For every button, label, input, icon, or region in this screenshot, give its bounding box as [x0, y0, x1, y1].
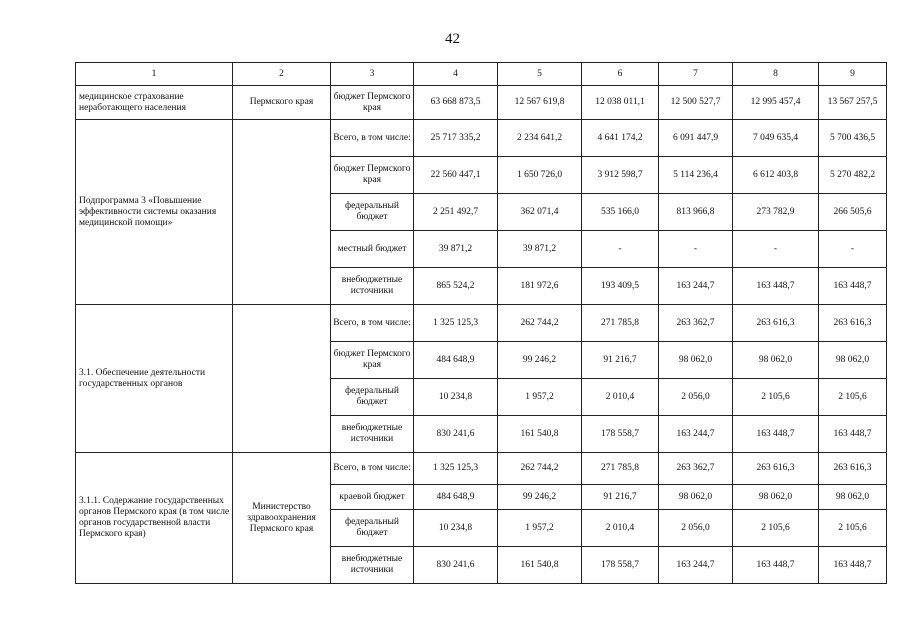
value-cell: 178 558,7 — [582, 547, 659, 584]
executor-cell: Министерство здравоохранения Пермского края — [233, 453, 331, 584]
value-cell: 273 782,9 — [733, 194, 819, 231]
value-cell: 4 641 174,2 — [582, 120, 659, 157]
row-name: медицинское страхование неработающего населения — [76, 86, 233, 120]
page-number: 42 — [445, 31, 460, 47]
funding-source: Всего, в том числе: — [331, 453, 414, 485]
col-header: 4 — [414, 63, 498, 86]
value-cell: 830 241,6 — [414, 416, 498, 453]
value-cell: 5 700 436,5 — [819, 120, 887, 157]
funding-source: федеральный бюджет — [331, 510, 414, 547]
value-cell: 181 972,6 — [498, 268, 582, 305]
value-cell: 12 038 011,1 — [582, 86, 659, 120]
funding-source: внебюджетные источники — [331, 547, 414, 584]
value-cell: 163 244,7 — [659, 547, 733, 584]
value-cell: 2 056,0 — [659, 510, 733, 547]
value-cell: 98 062,0 — [659, 485, 733, 510]
value-cell: 98 062,0 — [733, 342, 819, 379]
funding-source: Всего, в том числе: — [331, 120, 414, 157]
funding-source: федеральный бюджет — [331, 194, 414, 231]
value-cell: 178 558,7 — [582, 416, 659, 453]
value-cell: 2 234 641,2 — [498, 120, 582, 157]
value-cell: 5 270 482,2 — [819, 157, 887, 194]
value-cell: 813 966,8 — [659, 194, 733, 231]
value-cell: 865 524,2 — [414, 268, 498, 305]
value-cell: 262 744,2 — [498, 305, 582, 342]
value-cell: 262 744,2 — [498, 453, 582, 485]
value-cell: 25 717 335,2 — [414, 120, 498, 157]
table-row — [76, 305, 887, 342]
value-cell: 193 409,5 — [582, 268, 659, 305]
col-header: 9 — [819, 63, 887, 86]
value-cell: 163 244,7 — [659, 268, 733, 305]
value-cell: 2 056,0 — [659, 379, 733, 416]
row-name: Подпрограмма 3 «Повышение эффективности системы оказания медицинской помощи» — [76, 120, 233, 305]
value-cell: 98 062,0 — [733, 485, 819, 510]
col-header: 5 — [498, 63, 582, 86]
value-cell: - — [819, 231, 887, 268]
value-cell: 271 785,8 — [582, 305, 659, 342]
value-cell: 39 871,2 — [414, 231, 498, 268]
value-cell: 484 648,9 — [414, 485, 498, 510]
funding-source: бюджет Пермского края — [331, 86, 414, 120]
value-cell: 12 500 527,7 — [659, 86, 733, 120]
budget-table — [75, 62, 887, 584]
value-cell: 39 871,2 — [498, 231, 582, 268]
table-row — [76, 120, 887, 157]
value-cell: 12 567 619,8 — [498, 86, 582, 120]
value-cell: 2 105,6 — [819, 510, 887, 547]
value-cell: - — [733, 231, 819, 268]
value-cell: 163 448,7 — [733, 268, 819, 305]
value-cell: 362 071,4 — [498, 194, 582, 231]
value-cell: 10 234,8 — [414, 510, 498, 547]
col-header: 3 — [331, 63, 414, 86]
value-cell: 163 448,7 — [819, 268, 887, 305]
row-name: 3.1. Обеспечение деятельности государственных органов — [76, 305, 233, 453]
value-cell: 266 505,6 — [819, 194, 887, 231]
value-cell: 99 246,2 — [498, 485, 582, 510]
value-cell: 1 650 726,0 — [498, 157, 582, 194]
col-header: 6 — [582, 63, 659, 86]
funding-source: бюджет Пермского края — [331, 342, 414, 379]
funding-source: бюджет Пермского края — [331, 157, 414, 194]
funding-source: внебюджетные источники — [331, 416, 414, 453]
funding-source: Всего, в том числе: — [331, 305, 414, 342]
value-cell: 1 325 125,3 — [414, 453, 498, 485]
col-header: 2 — [233, 63, 331, 86]
value-cell: 98 062,0 — [659, 342, 733, 379]
value-cell: 2 105,6 — [733, 379, 819, 416]
value-cell: 161 540,8 — [498, 416, 582, 453]
funding-source: краевой бюджет — [331, 485, 414, 510]
value-cell: 271 785,8 — [582, 453, 659, 485]
value-cell: 1 957,2 — [498, 510, 582, 547]
value-cell: 163 448,7 — [819, 547, 887, 584]
executor-cell — [233, 305, 331, 453]
value-cell: 263 616,3 — [733, 453, 819, 485]
value-cell: 161 540,8 — [498, 547, 582, 584]
value-cell: 163 448,7 — [819, 416, 887, 453]
value-cell: - — [659, 231, 733, 268]
value-cell: 5 114 236,4 — [659, 157, 733, 194]
value-cell: 98 062,0 — [819, 342, 887, 379]
value-cell: 91 216,7 — [582, 342, 659, 379]
value-cell: 163 244,7 — [659, 416, 733, 453]
value-cell: 263 616,3 — [733, 305, 819, 342]
value-cell: 22 560 447,1 — [414, 157, 498, 194]
value-cell: 7 049 635,4 — [733, 120, 819, 157]
value-cell: 2 010,4 — [582, 379, 659, 416]
funding-source: внебюджетные источники — [331, 268, 414, 305]
value-cell: 263 616,3 — [819, 305, 887, 342]
value-cell: 2 010,4 — [582, 510, 659, 547]
value-cell: 99 246,2 — [498, 342, 582, 379]
value-cell: 12 995 457,4 — [733, 86, 819, 120]
value-cell: 2 251 492,7 — [414, 194, 498, 231]
header-row — [76, 63, 887, 86]
value-cell: 163 448,7 — [733, 547, 819, 584]
value-cell: 535 166,0 — [582, 194, 659, 231]
row-name: 3.1.1. Содержание государственных органов Пермского края (в том числе органов государственной власти Пермского края) — [76, 453, 233, 584]
value-cell: 2 105,6 — [733, 510, 819, 547]
funding-source: федеральный бюджет — [331, 379, 414, 416]
col-header: 8 — [733, 63, 819, 86]
value-cell: 63 668 873,5 — [414, 86, 498, 120]
executor-cell — [233, 120, 331, 305]
col-header: 7 — [659, 63, 733, 86]
value-cell: 163 448,7 — [733, 416, 819, 453]
executor-cell: Пермского края — [233, 86, 331, 120]
table-row — [76, 453, 887, 485]
value-cell: 263 616,3 — [819, 453, 887, 485]
value-cell: - — [582, 231, 659, 268]
value-cell: 2 105,6 — [819, 379, 887, 416]
value-cell: 484 648,9 — [414, 342, 498, 379]
value-cell: 1 957,2 — [498, 379, 582, 416]
value-cell: 13 567 257,5 — [819, 86, 887, 120]
value-cell: 1 325 125,3 — [414, 305, 498, 342]
value-cell: 263 362,7 — [659, 453, 733, 485]
value-cell: 6 091 447,9 — [659, 120, 733, 157]
value-cell: 98 062,0 — [819, 485, 887, 510]
col-header: 1 — [76, 63, 233, 86]
value-cell: 3 912 598,7 — [582, 157, 659, 194]
value-cell: 6 612 403,8 — [733, 157, 819, 194]
value-cell: 91 216,7 — [582, 485, 659, 510]
value-cell: 830 241,6 — [414, 547, 498, 584]
table-row — [76, 86, 887, 120]
funding-source: местный бюджет — [331, 231, 414, 268]
value-cell: 263 362,7 — [659, 305, 733, 342]
value-cell: 10 234,8 — [414, 379, 498, 416]
